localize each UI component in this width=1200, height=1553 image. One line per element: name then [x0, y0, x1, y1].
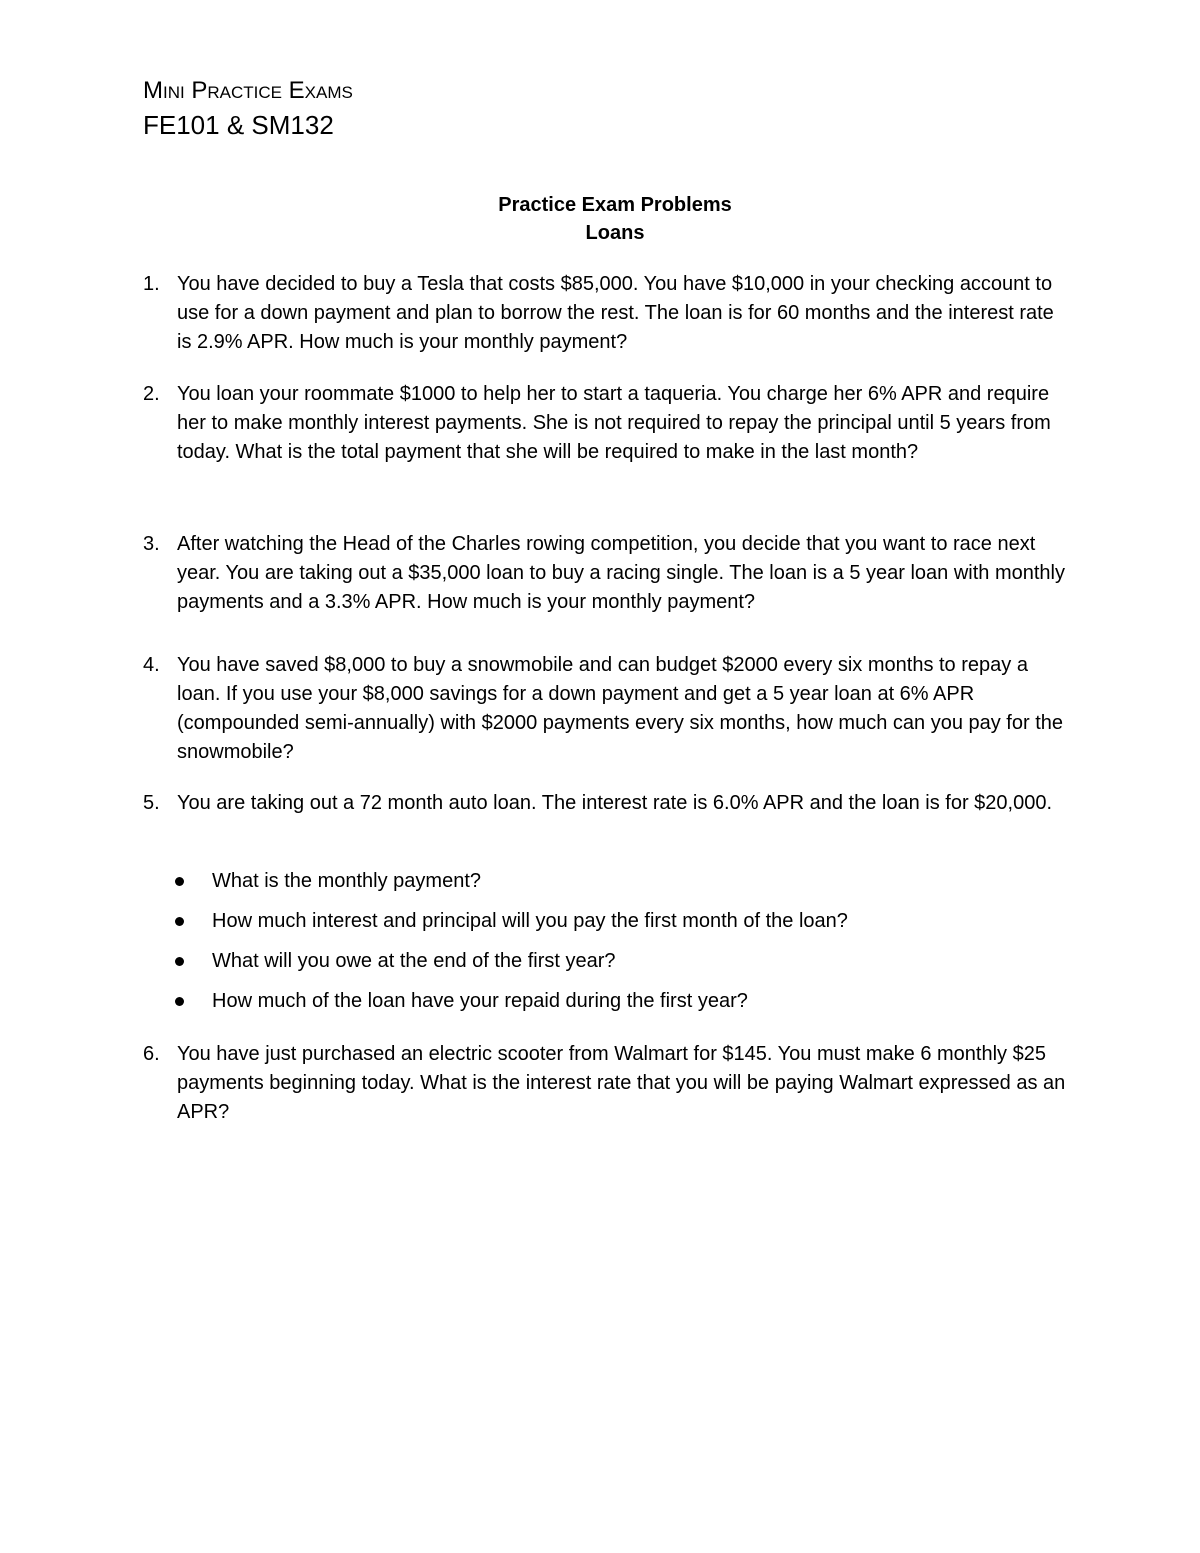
problem-5-subquestions [143, 867, 1073, 1027]
subquestion-text: How much interest and principal will you pay the first month of the loan? [212, 910, 848, 932]
page-title: Practice Exam Problems [498, 194, 732, 216]
bullet-icon [175, 957, 184, 966]
list-item [143, 947, 1073, 987]
problem-number: 2. [143, 383, 160, 405]
problem-text: You are taking out a 72 month auto loan. The interest rate is 6.0% APR and the loan is for $20,000. [177, 792, 1053, 814]
list-item [143, 987, 1073, 1027]
header-course-series: Mini Practice Exams [143, 77, 353, 104]
subquestion-text: What is the monthly payment? [212, 870, 482, 892]
bullet-icon [175, 877, 184, 886]
subquestion-text: How much of the loan have your repaid during the first year? [212, 990, 748, 1012]
problem-3 [143, 530, 1073, 617]
bullet-icon [175, 997, 184, 1006]
problem-number: 4. [143, 654, 160, 676]
problem-text: You have decided to buy a Tesla that costs $85,000. You have $10,000 in your checking account to use for a down payment and plan to borrow the rest. The loan is for 60 months and the interest rate is 2.9% APR. How much is your monthly payment? [177, 273, 1054, 353]
page-subtitle: Loans [585, 222, 645, 244]
bullet-icon [175, 917, 184, 926]
problem-number: 1. [143, 273, 160, 295]
list-item [143, 867, 1073, 907]
problem-6 [143, 1040, 1073, 1127]
list-item [143, 907, 1073, 947]
problem-1 [143, 270, 1073, 357]
subquestion-text: What will you owe at the end of the first year? [212, 950, 616, 972]
header-course-codes: FE101 & SM132 [143, 110, 334, 140]
problem-text: You have saved $8,000 to buy a snowmobile and can budget $2000 every six months to repay a loan. If you use your $8,000 savings for a down payment and get a 5 year loan at 6% APR (compounded semi-annually) with $2000 payments every six months, how much can you pay for the snowmobile? [177, 654, 1064, 763]
problem-text: You loan your roommate $1000 to help her to start a taqueria. You charge her 6% APR and require her to make monthly interest payments. She is not required to repay the principal until 5 years from today. What is the total payment that she will be required to make in the last month? [177, 383, 1051, 463]
problem-number: 5. [143, 792, 160, 814]
problem-number: 3. [143, 533, 160, 555]
problem-4 [143, 651, 1073, 767]
problem-5 [143, 789, 1073, 818]
problem-2 [143, 380, 1073, 467]
problem-number: 6. [143, 1043, 160, 1065]
problem-text: After watching the Head of the Charles rowing competition, you decide that you want to race next year. You are taking out a $35,000 loan to buy a racing single. The loan is a 5 year loan with monthly payments and a 3.3% APR. How much is your monthly payment? [177, 533, 1065, 613]
problem-text: You have just purchased an electric scooter from Walmart for $145. You must make 6 monthly $25 payments beginning today. What is the interest rate that you will be paying Walmart expressed as an APR? [177, 1043, 1066, 1123]
